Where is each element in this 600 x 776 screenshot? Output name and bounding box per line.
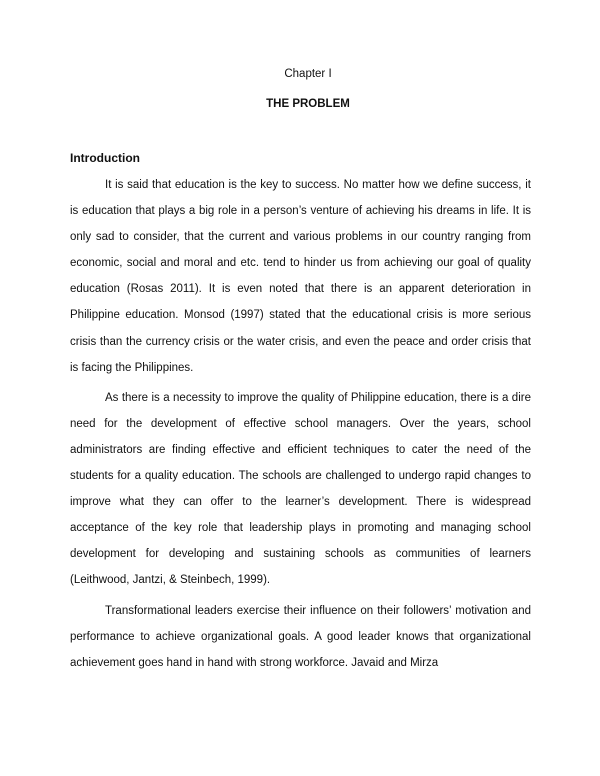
body-text (70, 172, 531, 676)
paragraph-3: Transformational leaders exercise their influence on their followers’ motivation and performance to achieve organizational goals. A good leader knows that organizational achievement goes hand in hand with strong workforce. Javaid and Mirza (70, 604, 531, 669)
paragraph-1: It is said that education is the key to success. No matter how we define success, it is education that plays a big role in a person’s venture of achieving his dreams in life. It is only sad to consider, that the current and various problems in our country ranging from economic, social and moral and etc. tend to hinder us from achieving our goal of quality education (Rosas 2011). It is even noted that there is an apparent deterioration in Philippine education. Monsod (1997) stated that the educational crisis is more serious crisis than the currency crisis or the water crisis, and even the peace and order crisis that is facing the Philippines. (70, 179, 531, 374)
section-heading: Introduction (70, 151, 140, 165)
chapter-label: Chapter I (284, 68, 332, 80)
chapter-title: THE PROBLEM (266, 98, 350, 110)
paragraph-2: As there is a necessity to improve the quality of Philippine education, there is a dire need for the development of effective school managers. Over the years, school administrators are finding effective and efficient techniques to cater the need of the students for a quality education. The schools are challenged to undergo rapid changes to improve what they can offer to the learner’s development. There is widespread acceptance of the key role that leadership plays in promoting and managing school development for developing and sustaining schools as communities of learners (Leithwood, Jantzi, & Steinbech, 1999). (70, 391, 531, 587)
